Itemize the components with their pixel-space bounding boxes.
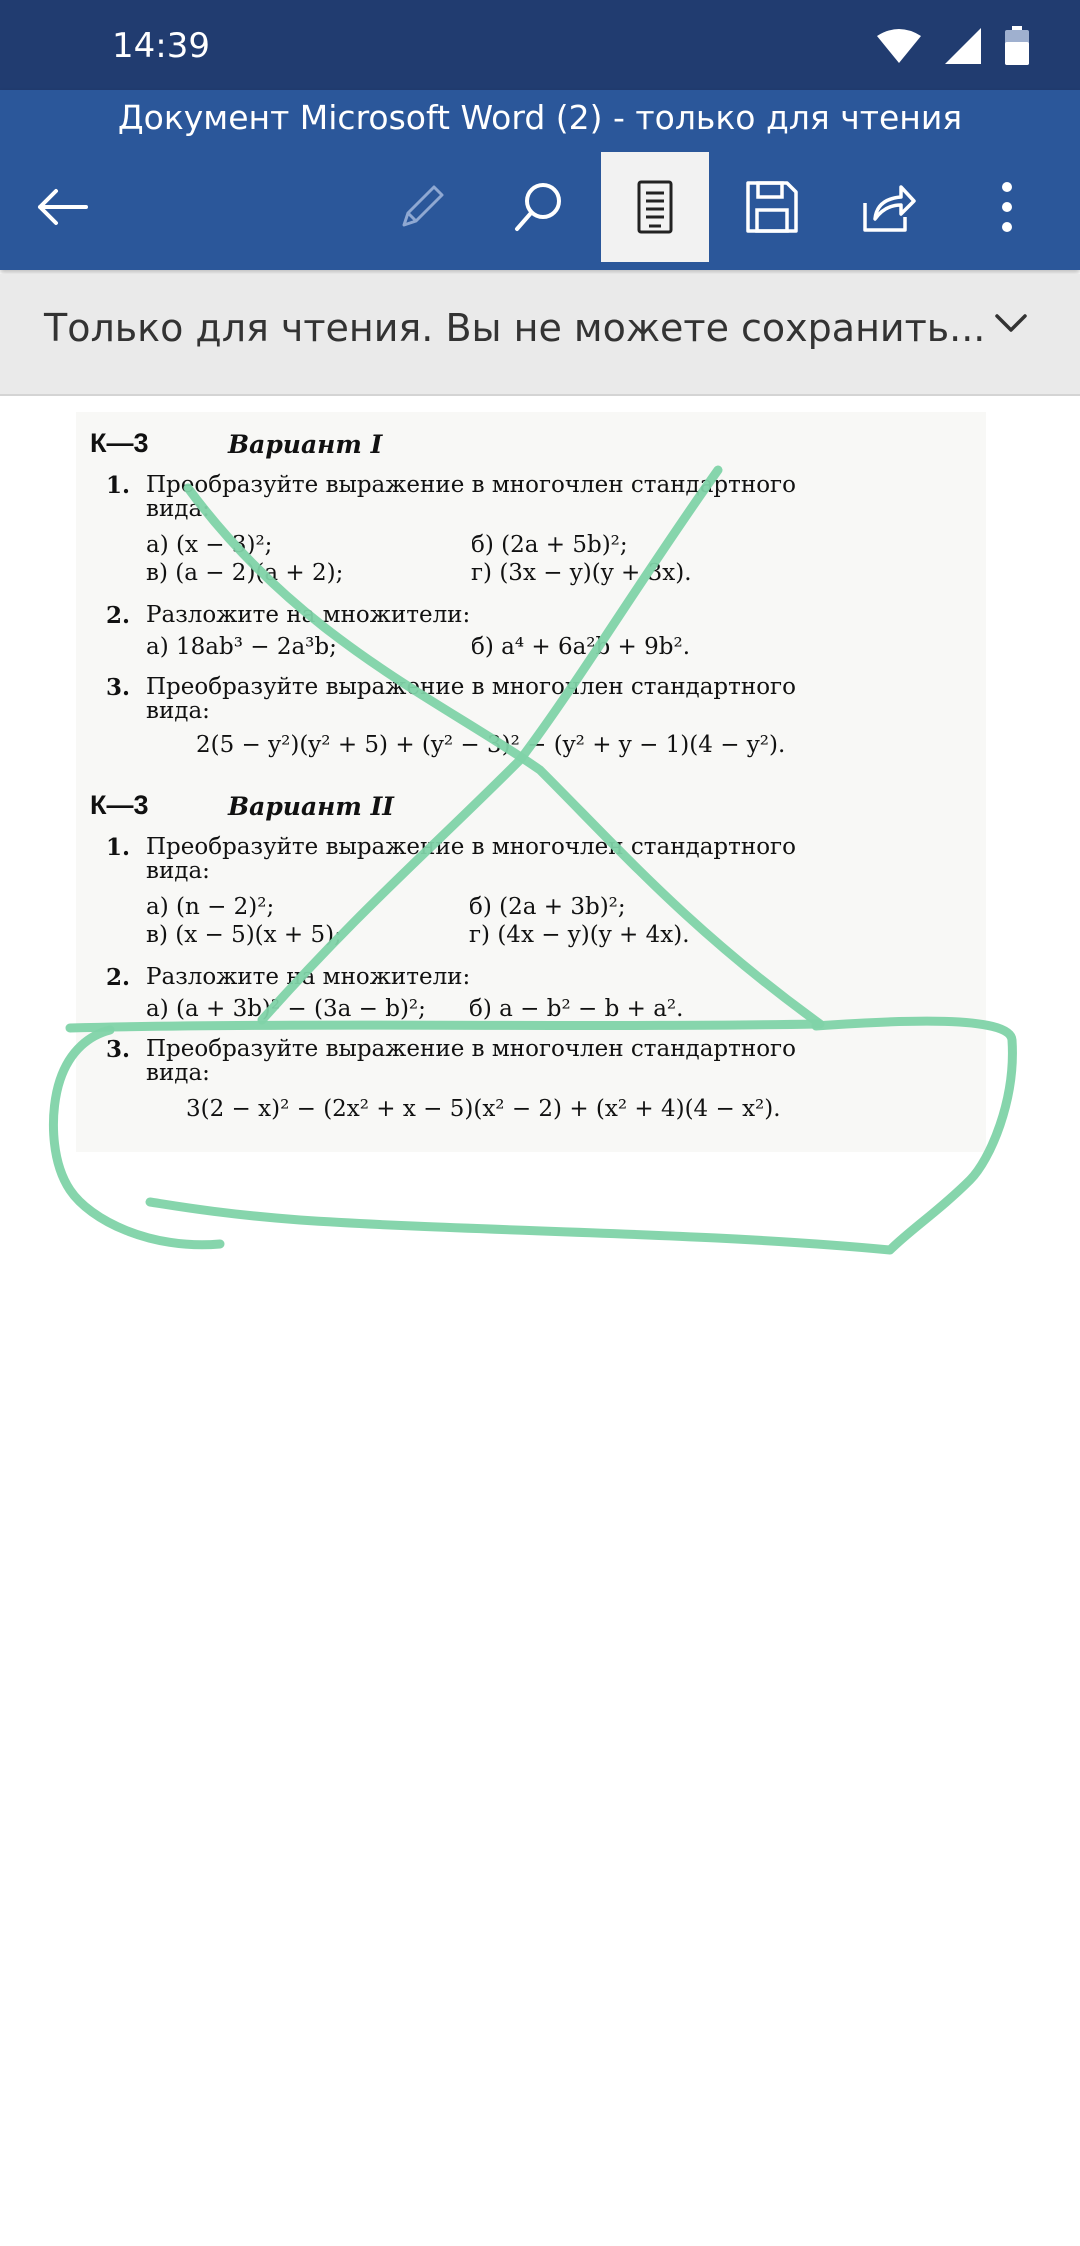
variant1-title: Вариант I <box>228 430 383 459</box>
read-only-message: Только для чтения. Вы не можете сохранить... <box>44 306 986 350</box>
v2-task1-a: а) (n − 2)²; <box>146 894 275 920</box>
v2-task3-text: Преобразуйте выражение в многочлен стандартного <box>146 1036 796 1062</box>
v2-task2-b: б) a − b² − b + a². <box>469 996 684 1022</box>
v2-task3-cont: вида: <box>146 1060 210 1086</box>
v1-task1-d: г) (3x − y)(y + 3x). <box>471 560 692 586</box>
v2-task1-cont: вида: <box>146 858 210 884</box>
v1-task2-b: б) a⁴ + 6a²b + 9b². <box>471 634 691 660</box>
v2-task1-b: б) (2a + 3b)²; <box>469 894 626 920</box>
v1-task2-a: а) 18ab³ − 2a³b; <box>146 634 337 660</box>
v1-task1-text: Преобразуйте выражение в многочлен стандартного <box>146 472 796 498</box>
ink-circle-stroke <box>53 1021 1012 1250</box>
v2-task2-a: а) (a + 3b)² − (3a − b)²; <box>146 996 426 1022</box>
v1-task2-number: 2. <box>106 602 131 629</box>
v2-task1-d: г) (4x − y)(y + 4x). <box>469 922 690 948</box>
v2-task2-text: Разложите на множители: <box>146 964 471 990</box>
v2-task1-number: 1. <box>106 834 131 861</box>
v2-task3-number: 3. <box>106 1036 131 1063</box>
v2-task3-expression: 3(2 − x)² − (2x² + x − 5)(x² − 2) + (x² + 4)(4 − x²). <box>186 1096 781 1122</box>
variant1-label: К—3 <box>90 428 149 458</box>
ink-cross-stroke-2 <box>262 470 718 1020</box>
v1-task1-c: в) (a − 2)(a + 2); <box>146 560 344 586</box>
variant2-title: Вариант II <box>228 792 394 821</box>
v1-task1-b: б) (2a + 5b)²; <box>471 532 628 558</box>
v1-task1-cont: вида: <box>146 496 210 522</box>
status-time: 14:39 <box>112 26 210 66</box>
v1-task1-a: а) (x − 3)²; <box>146 532 273 558</box>
v1-task3-text: Преобразуйте выражение в многочлен стандартного <box>146 674 796 700</box>
v1-task2-text: Разложите на множители: <box>146 602 471 628</box>
document-title: Документ Microsoft Word (2) - только для чтения <box>117 98 963 137</box>
v2-task1-c: в) (x − 5)(x + 5); <box>146 922 342 948</box>
v2-task1-text: Преобразуйте выражение в многочлен стандартного <box>146 834 796 860</box>
v1-task3-cont: вида: <box>146 698 210 724</box>
v1-task3-number: 3. <box>106 674 131 701</box>
v1-task1-number: 1. <box>106 472 131 499</box>
v1-task3-expression: 2(5 − y²)(y² + 5) + (y² − 3)² − (y² + y − 1)(4 − y²). <box>196 732 786 758</box>
v2-task2-number: 2. <box>106 964 131 991</box>
variant2-label: К—3 <box>90 790 149 820</box>
ink-underline-stroke <box>70 1024 818 1028</box>
ink-cross-stroke-1 <box>188 488 820 1024</box>
